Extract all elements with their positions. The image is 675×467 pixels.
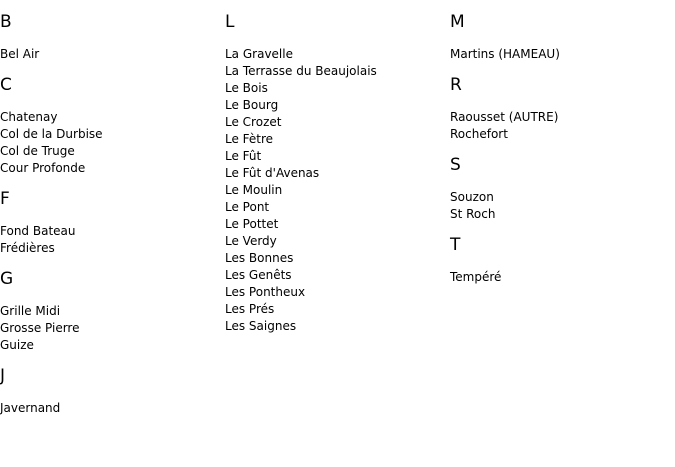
letter-group [450, 155, 675, 223]
letter-heading: C [0, 75, 12, 95]
index-column [225, 0, 450, 342]
place-link[interactable]: Grille Midi [0, 304, 61, 318]
place-link[interactable]: Les Genêts [225, 268, 292, 282]
letter-group [0, 75, 225, 177]
place-link[interactable]: Les Saignes [225, 319, 297, 333]
place-link[interactable]: La Gravelle [225, 47, 293, 61]
index-column [450, 0, 675, 293]
letter-heading: B [0, 12, 12, 32]
place-link[interactable]: Col de Truge [0, 144, 75, 158]
place-list [0, 223, 225, 257]
place-link[interactable]: Raousset (AUTRE) [450, 110, 559, 124]
place-link[interactable]: Le Fètre [225, 132, 274, 146]
place-link[interactable]: Javernand [0, 401, 61, 415]
letter-group [0, 189, 225, 257]
letter-heading: G [0, 269, 14, 289]
letter-group [0, 269, 225, 354]
place-link[interactable]: Les Pontheux [225, 285, 306, 299]
place-link[interactable]: Frédières [0, 241, 55, 255]
place-link[interactable]: Le Pont [225, 200, 270, 214]
place-list [450, 189, 675, 223]
letter-group [450, 75, 675, 143]
place-link[interactable]: Le Fût [225, 149, 262, 163]
place-link[interactable]: Guize [0, 338, 34, 352]
letter-heading: S [450, 155, 461, 175]
place-link[interactable]: Le Pottet [225, 217, 279, 231]
place-link[interactable]: Le Crozet [225, 115, 282, 129]
place-link[interactable]: Le Bourg [225, 98, 279, 112]
place-link[interactable]: Les Bonnes [225, 251, 294, 265]
place-link[interactable]: Le Bois [225, 81, 268, 95]
letter-heading: M [450, 12, 465, 32]
place-link[interactable]: Cour Profonde [0, 161, 86, 175]
place-list [450, 109, 675, 143]
place-link[interactable]: Bel Air [0, 47, 40, 61]
place-link[interactable]: Le Moulin [225, 183, 283, 197]
letter-group [450, 12, 675, 63]
place-link[interactable]: Les Prés [225, 302, 275, 316]
place-list [225, 46, 450, 335]
place-link[interactable]: Le Verdy [225, 234, 277, 248]
place-list [450, 46, 675, 63]
place-link[interactable]: Fond Bateau [0, 224, 76, 238]
letter-group [0, 12, 225, 63]
place-link[interactable]: Col de la Durbise [0, 127, 103, 141]
place-list [0, 109, 225, 177]
letter-group [0, 366, 225, 417]
place-link[interactable]: La Terrasse du Beaujolais [225, 64, 377, 78]
place-link[interactable]: Rochefort [450, 127, 508, 141]
place-list [450, 269, 675, 286]
letter-group [225, 12, 450, 335]
letter-group [450, 235, 675, 286]
place-link[interactable]: Chatenay [0, 110, 58, 124]
place-list [0, 400, 225, 417]
letter-heading: T [450, 235, 461, 255]
place-link[interactable]: Martins (HAMEAU) [450, 47, 560, 61]
letter-heading: J [0, 366, 6, 386]
place-link[interactable]: Le Fût d'Avenas [225, 166, 320, 180]
place-link[interactable]: St Roch [450, 207, 496, 221]
letter-heading: F [0, 189, 10, 209]
place-link[interactable]: Tempéré [450, 270, 502, 284]
place-list [0, 303, 225, 354]
place-list [0, 46, 225, 63]
place-link[interactable]: Grosse Pierre [0, 321, 80, 335]
letter-heading: R [450, 75, 462, 95]
letter-heading: L [225, 12, 235, 32]
index-column [0, 0, 225, 424]
place-link[interactable]: Souzon [450, 190, 494, 204]
